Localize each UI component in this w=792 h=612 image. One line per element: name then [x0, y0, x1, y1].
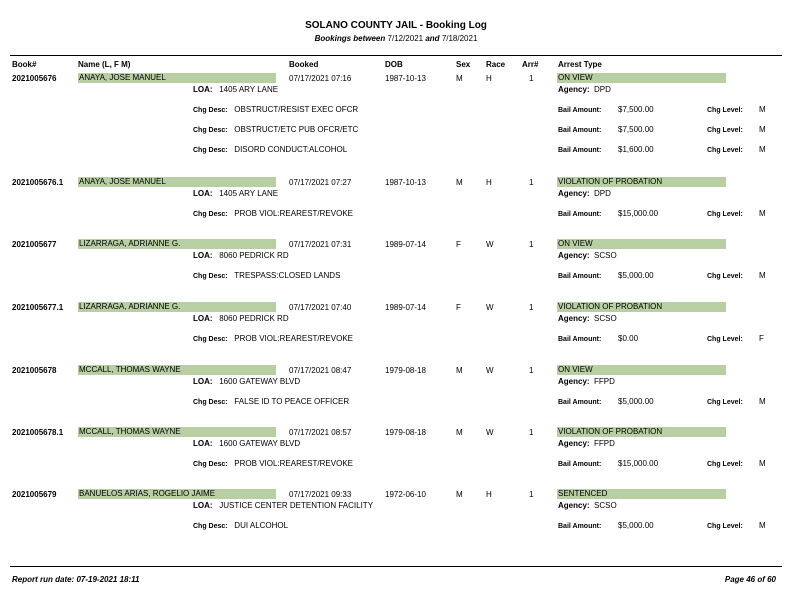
chg-desc-label: Chg Desc: — [193, 273, 228, 280]
arrest-type: ON VIEW — [557, 73, 726, 83]
col-name: Name (L, F M) — [78, 60, 131, 69]
chg-level-label — [707, 209, 743, 218]
booking-record — [0, 178, 792, 238]
inmate-name: MCCALL, THOMAS WAYNE — [78, 427, 276, 437]
chg-level-label — [707, 271, 743, 280]
charge-description — [193, 209, 353, 218]
arrest-type: VIOLATION OF PROBATION — [557, 302, 726, 312]
chg-desc-value: OBSTRUCT/RESIST EXEC OFCR — [234, 105, 359, 114]
booking-record — [0, 490, 792, 550]
chg-level-text: Chg Level: — [707, 523, 743, 530]
arrest-type: VIOLATION OF PROBATION — [557, 427, 726, 437]
chg-level-label — [707, 145, 743, 154]
bail-amount-label — [558, 397, 601, 406]
agency-label: Agency: — [558, 251, 590, 260]
arrest-type: VIOLATION OF PROBATION — [557, 177, 726, 187]
run-date: Report run date: 07-19-2021 18:11 — [12, 575, 140, 584]
chg-level-text: Chg Level: — [707, 461, 743, 468]
charge-description — [193, 397, 349, 406]
bail-amount: $7,500.00 — [618, 105, 654, 114]
charge-description — [193, 105, 358, 114]
agency-value: DPD — [594, 189, 611, 198]
bail-amount: $1,600.00 — [618, 145, 654, 154]
location-of-arrest — [193, 314, 289, 323]
bail-amount-label — [558, 145, 601, 154]
arrest-count: 1 — [529, 428, 534, 437]
inmate-name: ANAYA, JOSE MANUEL — [78, 73, 276, 83]
bail-amount: $5,000.00 — [618, 397, 654, 406]
col-sex: Sex — [456, 60, 471, 69]
agency-value: SCSO — [594, 251, 617, 260]
date-of-birth: 1989-07-14 — [385, 240, 426, 249]
bail-amount-label — [558, 459, 601, 468]
location-of-arrest — [193, 439, 300, 448]
charge-description — [193, 459, 353, 468]
booked-datetime: 07/17/2021 07:31 — [289, 240, 352, 249]
date-of-birth: 1987-10-13 — [385, 178, 426, 187]
arrest-type: ON VIEW — [557, 239, 726, 249]
sex: M — [456, 366, 463, 375]
col-dob: DOB — [385, 60, 403, 69]
charge-description — [193, 271, 340, 280]
chg-desc-value: FALSE ID TO PEACE OFFICER — [234, 397, 350, 406]
booked-datetime: 07/17/2021 07:27 — [289, 178, 352, 187]
inmate-name: MCCALL, THOMAS WAYNE — [78, 365, 276, 375]
bail-amount-label — [558, 209, 601, 218]
inmate-name: BANUELOS ARIAS, ROGELIO JAIME — [78, 489, 276, 499]
col-arr: Arr# — [522, 60, 539, 69]
chg-level: M — [759, 145, 766, 154]
col-race: Race — [486, 60, 506, 69]
booked-datetime: 07/17/2021 07:40 — [289, 303, 352, 312]
bail-amount: $7,500.00 — [618, 125, 654, 134]
bail-label-text: Bail Amount: — [558, 461, 602, 468]
agency — [558, 377, 615, 386]
chg-desc-label: Chg Desc: — [193, 107, 228, 114]
date-to: 7/18/2021 — [441, 34, 478, 43]
agency-label: Agency: — [558, 314, 590, 323]
loa-value: 1600 GATEWAY BLVD — [219, 377, 301, 386]
chg-level-text: Chg Level: — [707, 336, 743, 343]
col-book: Book# — [12, 60, 37, 69]
chg-desc-value: PROB VIOL:REAREST/REVOKE — [234, 459, 353, 468]
chg-desc-value: PROB VIOL:REAREST/REVOKE — [234, 209, 353, 218]
chg-level-text: Chg Level: — [707, 399, 743, 406]
chg-desc-label: Chg Desc: — [193, 399, 228, 406]
loa-label: LOA: — [193, 377, 213, 386]
arrest-count: 1 — [529, 74, 534, 83]
sex: F — [456, 240, 461, 249]
loa-label: LOA: — [193, 251, 213, 260]
charge-description — [193, 145, 347, 154]
page-number: Page 46 of 60 — [724, 575, 776, 584]
agency-value: DPD — [594, 85, 611, 94]
chg-level: M — [759, 459, 766, 468]
chg-desc-value: OBSTRUCT/ETC PUB OFCR/ETC — [234, 125, 359, 134]
chg-level-text: Chg Level: — [707, 127, 743, 134]
agency-value: SCSO — [594, 501, 617, 510]
date-of-birth: 1987-10-13 — [385, 74, 426, 83]
race: H — [486, 178, 492, 187]
agency-label: Agency: — [558, 439, 590, 448]
inmate-name: ANAYA, JOSE MANUEL — [78, 177, 276, 187]
chg-level-label — [707, 521, 743, 530]
bail-amount: $5,000.00 — [618, 271, 654, 280]
bail-label-text: Bail Amount: — [558, 399, 602, 406]
bail-amount-label — [558, 125, 601, 134]
chg-level-label — [707, 105, 743, 114]
book-number: 2021005677.1 — [12, 303, 64, 312]
date-from: 7/12/2021 — [387, 34, 424, 43]
date-of-birth: 1979-08-18 — [385, 428, 426, 437]
sex: M — [456, 490, 463, 499]
agency-label: Agency: — [558, 189, 590, 198]
bail-amount: $15,000.00 — [618, 209, 659, 218]
arrest-count: 1 — [529, 178, 534, 187]
sex: F — [456, 303, 461, 312]
agency — [558, 251, 617, 260]
race: W — [486, 428, 494, 437]
book-number: 2021005678.1 — [12, 428, 64, 437]
arrest-count: 1 — [529, 303, 534, 312]
bail-label-text: Bail Amount: — [558, 523, 602, 530]
subtitle-prefix: Bookings between — [314, 34, 386, 43]
bail-amount: $5,000.00 — [618, 521, 654, 530]
bail-amount-label — [558, 271, 601, 280]
agency-value: FFPD — [594, 439, 615, 448]
bail-label-text: Bail Amount: — [558, 107, 602, 114]
chg-level: F — [759, 334, 764, 343]
report-subtitle — [0, 34, 792, 43]
loa-value: 1405 ARY LANE — [219, 85, 279, 94]
loa-label: LOA: — [193, 439, 213, 448]
location-of-arrest — [193, 189, 278, 198]
chg-desc-value: PROB VIOL:REAREST/REVOKE — [234, 334, 353, 343]
report-title: SOLANO COUNTY JAIL - Booking Log — [305, 20, 487, 31]
arrest-count: 1 — [529, 366, 534, 375]
bail-amount: $15,000.00 — [618, 459, 659, 468]
chg-desc-label: Chg Desc: — [193, 523, 228, 530]
booking-record — [0, 303, 792, 363]
chg-level-text: Chg Level: — [707, 273, 743, 280]
bail-amount-label — [558, 521, 601, 530]
sex: M — [456, 178, 463, 187]
chg-level: M — [759, 209, 766, 218]
book-number: 2021005676 — [12, 74, 57, 83]
race: W — [486, 303, 494, 312]
subtitle-and: and — [425, 34, 440, 43]
location-of-arrest — [193, 501, 373, 510]
arrest-type: SENTENCED — [557, 489, 726, 499]
charge-description — [193, 521, 288, 530]
location-of-arrest — [193, 251, 289, 260]
chg-desc-value: DUI ALCOHOL — [234, 521, 289, 530]
bail-amount-label — [558, 334, 601, 343]
chg-level-text: Chg Level: — [707, 211, 743, 218]
arrest-count: 1 — [529, 240, 534, 249]
chg-level: M — [759, 125, 766, 134]
date-of-birth: 1989-07-14 — [385, 303, 426, 312]
race: W — [486, 240, 494, 249]
chg-desc-value: DISORD CONDUCT:ALCOHOL — [234, 145, 348, 154]
inmate-name: LIZARRAGA, ADRIANNE G. — [78, 239, 276, 249]
loa-value: JUSTICE CENTER DETENTION FACILITY — [219, 501, 374, 510]
loa-label: LOA: — [193, 85, 213, 94]
charge-description — [193, 125, 358, 134]
chg-desc-label: Chg Desc: — [193, 461, 228, 468]
chg-desc-label: Chg Desc: — [193, 147, 228, 154]
race: W — [486, 366, 494, 375]
bail-label-text: Bail Amount: — [558, 127, 602, 134]
bail-label-text: Bail Amount: — [558, 147, 602, 154]
book-number: 2021005676.1 — [12, 178, 64, 187]
arrest-type: ON VIEW — [557, 365, 726, 375]
date-of-birth: 1979-08-18 — [385, 366, 426, 375]
loa-label: LOA: — [193, 314, 213, 323]
booking-record — [0, 240, 792, 300]
arrest-count: 1 — [529, 490, 534, 499]
loa-value: 8060 PEDRICK RD — [219, 251, 289, 260]
booked-datetime: 07/17/2021 09:33 — [289, 490, 352, 499]
bail-label-text: Bail Amount: — [558, 336, 602, 343]
race: H — [486, 74, 492, 83]
location-of-arrest — [193, 85, 278, 94]
race: H — [486, 490, 492, 499]
sex: M — [456, 428, 463, 437]
book-number: 2021005677 — [12, 240, 57, 249]
booking-record — [0, 428, 792, 488]
chg-level-text: Chg Level: — [707, 107, 743, 114]
bail-label-text: Bail Amount: — [558, 273, 602, 280]
agency — [558, 439, 615, 448]
footer-divider — [10, 566, 782, 567]
location-of-arrest — [193, 377, 300, 386]
chg-desc-label: Chg Desc: — [193, 336, 228, 343]
agency — [558, 189, 611, 198]
chg-desc-label: Chg Desc: — [193, 211, 228, 218]
sex: M — [456, 74, 463, 83]
chg-level-label — [707, 334, 743, 343]
chg-level-label — [707, 397, 743, 406]
bail-label-text: Bail Amount: — [558, 211, 602, 218]
booked-datetime: 07/17/2021 08:57 — [289, 428, 352, 437]
agency — [558, 314, 617, 323]
chg-level: M — [759, 521, 766, 530]
agency-value: SCSO — [594, 314, 617, 323]
chg-level-label — [707, 125, 743, 134]
agency-label: Agency: — [558, 377, 590, 386]
header-divider — [10, 55, 782, 56]
loa-label: LOA: — [193, 501, 213, 510]
agency — [558, 85, 611, 94]
book-number: 2021005679 — [12, 490, 57, 499]
loa-value: 8060 PEDRICK RD — [219, 314, 289, 323]
loa-value: 1600 GATEWAY BLVD — [219, 439, 301, 448]
inmate-name: LIZARRAGA, ADRIANNE G. — [78, 302, 276, 312]
col-booked: Booked — [289, 60, 319, 69]
agency-label: Agency: — [558, 501, 590, 510]
booking-record — [0, 366, 792, 426]
chg-level-text: Chg Level: — [707, 147, 743, 154]
bail-amount: $0.00 — [618, 334, 639, 343]
chg-level: M — [759, 105, 766, 114]
date-of-birth: 1972-06-10 — [385, 490, 426, 499]
booked-datetime: 07/17/2021 07:16 — [289, 74, 352, 83]
charge-description — [193, 334, 353, 343]
chg-desc-label: Chg Desc: — [193, 127, 228, 134]
agency-label: Agency: — [558, 85, 590, 94]
chg-level-label — [707, 459, 743, 468]
loa-value: 1405 ARY LANE — [219, 189, 279, 198]
agency-value: FFPD — [594, 377, 615, 386]
bail-amount-label — [558, 105, 601, 114]
booked-datetime: 07/17/2021 08:47 — [289, 366, 352, 375]
chg-level: M — [759, 271, 766, 280]
chg-level: M — [759, 397, 766, 406]
agency — [558, 501, 617, 510]
loa-label: LOA: — [193, 189, 213, 198]
chg-desc-value: TRESPASS:CLOSED LANDS — [234, 271, 341, 280]
book-number: 2021005678 — [12, 366, 57, 375]
col-arrest-type: Arrest Type — [558, 60, 602, 69]
booking-record — [0, 73, 792, 154]
